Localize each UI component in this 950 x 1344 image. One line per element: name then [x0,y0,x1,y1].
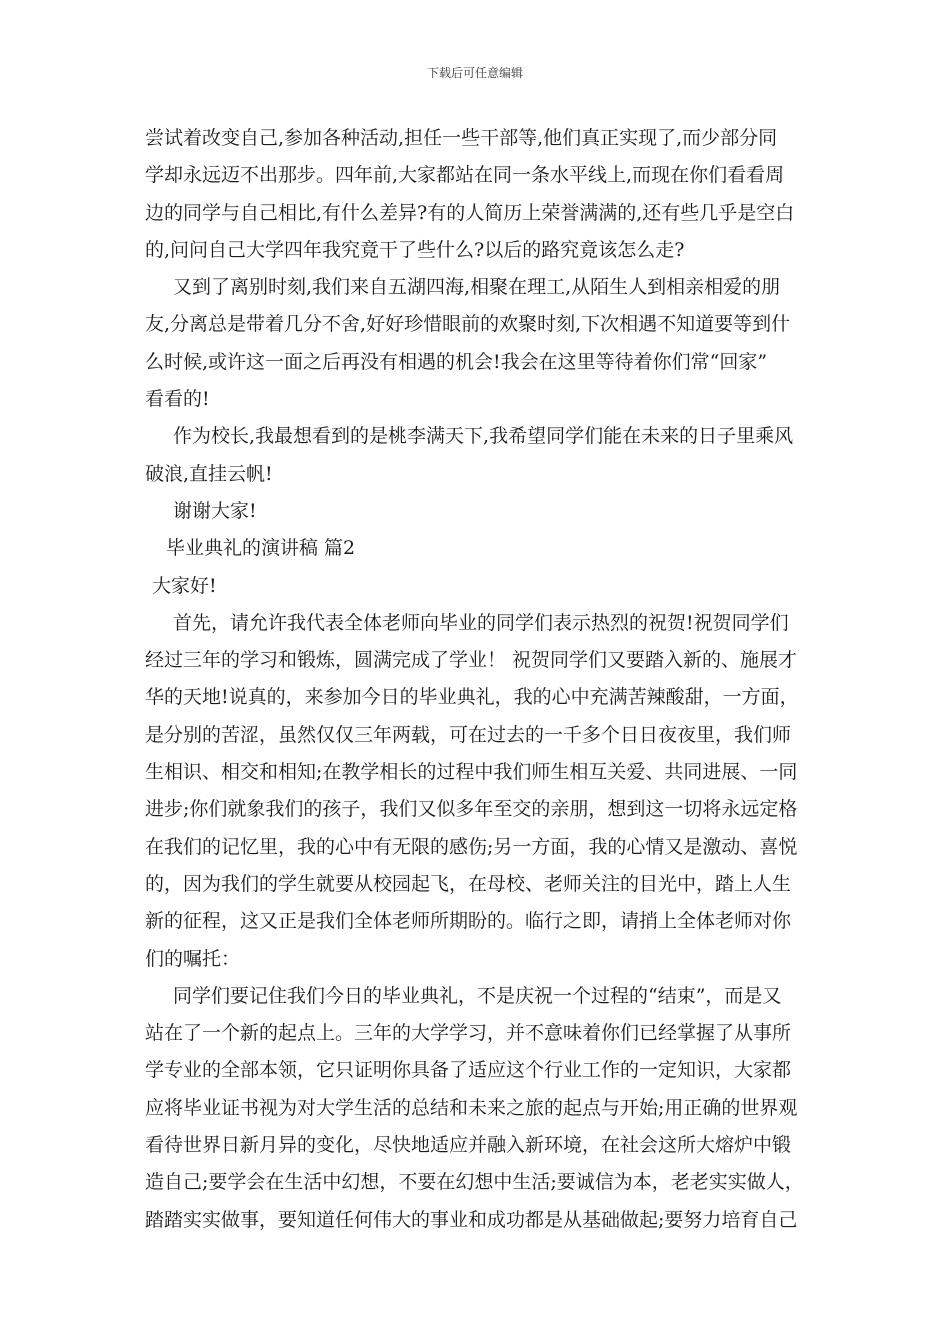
text-line: 看待世界日新月异的变化，尽快地适应并融入新环境，在社会这所大熔炉中锻 [145,1134,792,1157]
text-line: 在我们的记忆里，我的心中有无限的感伤;另一方面，我的心情又是激动、喜悦 [145,835,798,858]
greeting-line: 大家好! [152,574,217,597]
text-line: 学却永远迈不出那步。四年前,大家都站在同一条水平线上,而现在你们看看周 [145,164,785,187]
text-line: 踏踏实实做事，要知道任何伟大的事业和成功都是从基础做起;要努力培育自己 [145,1208,798,1231]
text-line: 站在了一个新的起点上。三年的大学学习，并不意味着你们已经掌握了从事所 [145,1022,792,1045]
text-line: 是分别的苦涩，虽然仅仅三年两载，可在过去的一千多个日日夜夜里，我们师 [145,723,792,746]
text-line: 生相识、相交和相知;在教学相长的过程中我们师生相互关爱、共同进展、一同 [145,761,798,784]
text-line: 们的嘱托： [145,947,241,970]
text-line: 新的征程，这又正是我们全体老师所期盼的。临行之即，请捎上全体老师对你 [145,910,792,933]
text-line: 尝试着改变自己,参加各种活动,担任一些干部等,他们真正实现了,而少部分同 [145,127,778,149]
text-line: 破浪,直挂云帆! [145,462,273,485]
text-line: 学专业的全部本领，它只证明你具备了适应这个行业工作的一定知识，大家都 [145,1059,792,1082]
section-title: 毕业典礼的演讲稿 篇2 [166,537,356,560]
text-line: 首先，请允许我代表全体老师向毕业的同学们表示热烈的祝贺!祝贺同学们 [173,611,789,634]
text-line: 谢谢大家! [173,499,257,522]
text-line: 边的同学与自己相比,有什么差异?有的人简历上荣誉满满的,还有些几乎是空白 [145,201,795,224]
text-line: 又到了离别时刻,我们来自五湖四海,相聚在理工,从陌生人到相亲相爱的朋 [173,276,781,299]
text-line: 友,分离总是带着几分不舍,好好珍惜眼前的欢聚时刻,下次相遇不知道要等到什 [145,313,791,336]
text-line: 的,问问自己大学四年我究竟干了些什么?以后的路究竟该怎么走? [145,238,685,261]
text-line: 看看的! [145,388,210,411]
text-line: 同学们要记住我们今日的毕业典礼，不是庆祝一个过程的“结束”，而是又 [173,984,782,1007]
page-header: 下载后可任意编辑 [426,66,523,80]
text-line: 应将毕业证书视为对大学生活的总结和未来之旅的起点与开始;用正确的世界观 [145,1096,798,1119]
text-line: 么时候,或许这一面之后再没有相遇的机会!我会在这里等待着你们常“回家” [145,350,768,373]
text-line: 的，因为我们的学生就要从校园起飞，在母校、老师关注的目光中，踏上人生 [145,872,792,895]
text-line: 造自己;要学会在生活中幻想，不要在幻想中生活;要诚信为本，老老实实做人， [145,1171,804,1194]
text-line: 进步;你们就象我们的孩子，我们又似多年至交的亲朋，想到这一切将永远定格 [145,798,798,821]
text-line: 华的天地!说真的，来参加今日的毕业典礼，我的心中充满苦辣酸甜，一方面， [145,686,799,709]
text-line: 作为校长,我最想看到的是桃李满天下,我希望同学们能在未来的日子里乘风 [173,425,794,448]
text-line: 经过三年的学习和锻炼，圆满完成了学业！ 祝贺同学们又要踏入新的、施展才 [145,649,798,672]
document-body [145,120,810,1239]
